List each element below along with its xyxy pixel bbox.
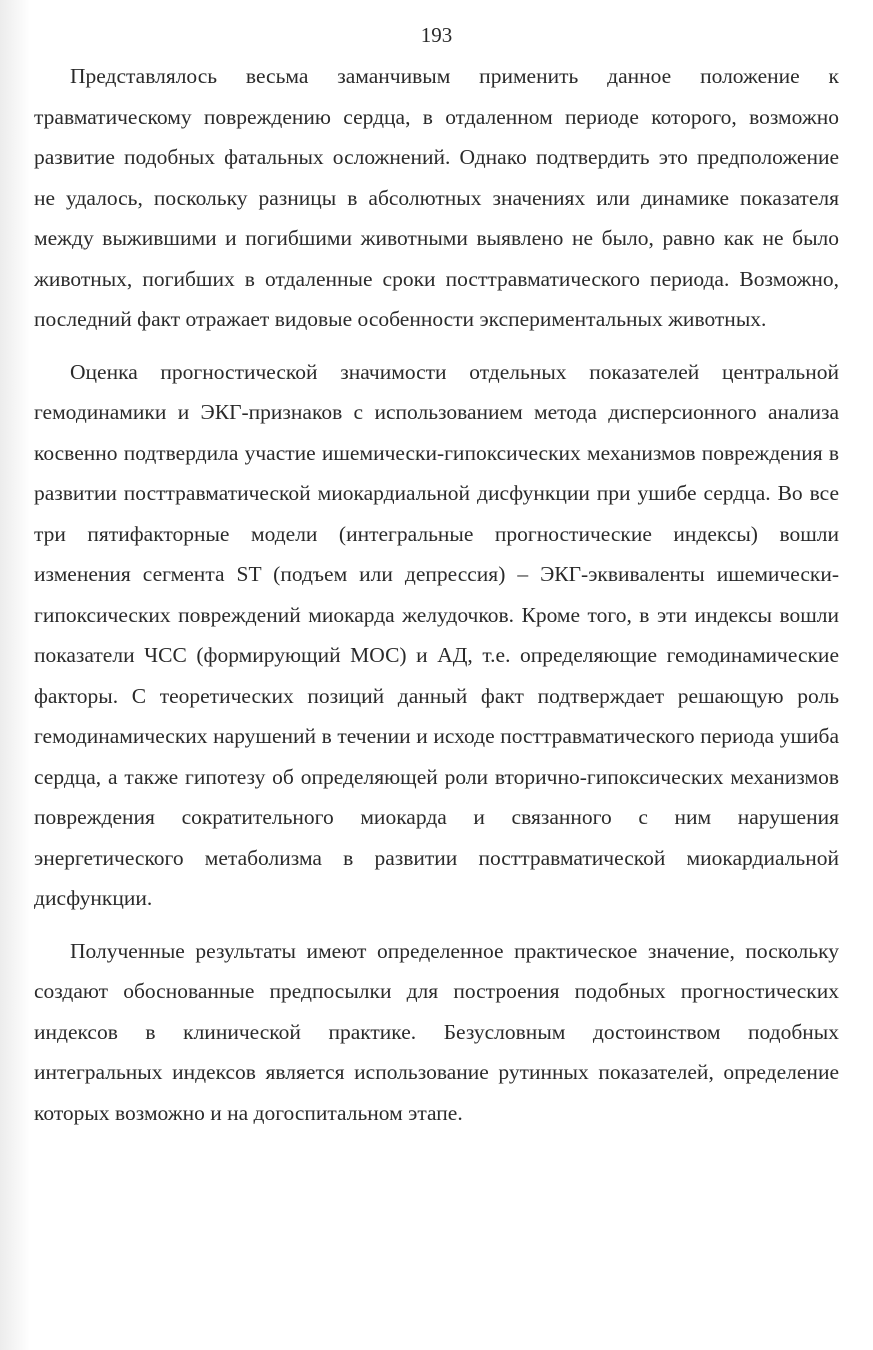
page-number: 193 <box>420 23 453 47</box>
paragraph-3: Полученные результаты имеют определенное практическое значение, поскольку создают обоснованные предпосылки для построения подобных прогностических индексов в клинической практике. Безусловным достоинством подобных интегральных индексов является использование рутинных показателей, определение которых возможно и на догоспитальном этапе. <box>34 938 839 1125</box>
paragraph-2: Оценка прогностической значимости отдельных показателей центральной гемодинамики и ЭКГ-признаков с использованием метода дисперсионного анализа косвенно подтвердила участие ишемически-гипоксических механизмов повреждения в развитии посттравматической миокардиальной дисфункции при ушибе сердца. Во все три пятифакторные модели (интегральные прогностические индексы) вошли изменения сегмента ST (подъем или депрессия) – ЭКГ-эквиваленты ишемически-гипоксических повреждений миокарда желудочков. Кроме того, в эти индексы вошли показатели ЧСС (формирующий МОС) и АД, т.е. определяющие гемодинамические факторы. С теоретических позиций данный факт подтверждает решающую роль гемодинамических нарушений в течении и исходе посттравматического периода ушиба сердца, а также гипотезу об определяющей роли вторично-гипоксических механизмов повреждения сократительного миокарда и связанного с ним нарушения энергетического метаболизма в развитии посттравматической миокардиальной дисфункции. <box>34 359 839 910</box>
paragraph-1: Представлялось весьма заманчивым применить данное положение к травматическому повреждению сердца, в отдаленном периоде которого, возможно развитие подобных фатальных осложнений. Однако подтвердить это предположение не удалось, поскольку разницы в абсолютных значениях или динамике показателя между выжившими и погибшими животными выявлено не было, равно как не было животных, погибших в отдаленные сроки посттравматического периода. Возможно, последний факт отражает видовые особенности экспериментальных животных. <box>34 64 839 331</box>
document-body <box>34 56 839 1145</box>
scan-page-edge <box>0 0 30 1350</box>
